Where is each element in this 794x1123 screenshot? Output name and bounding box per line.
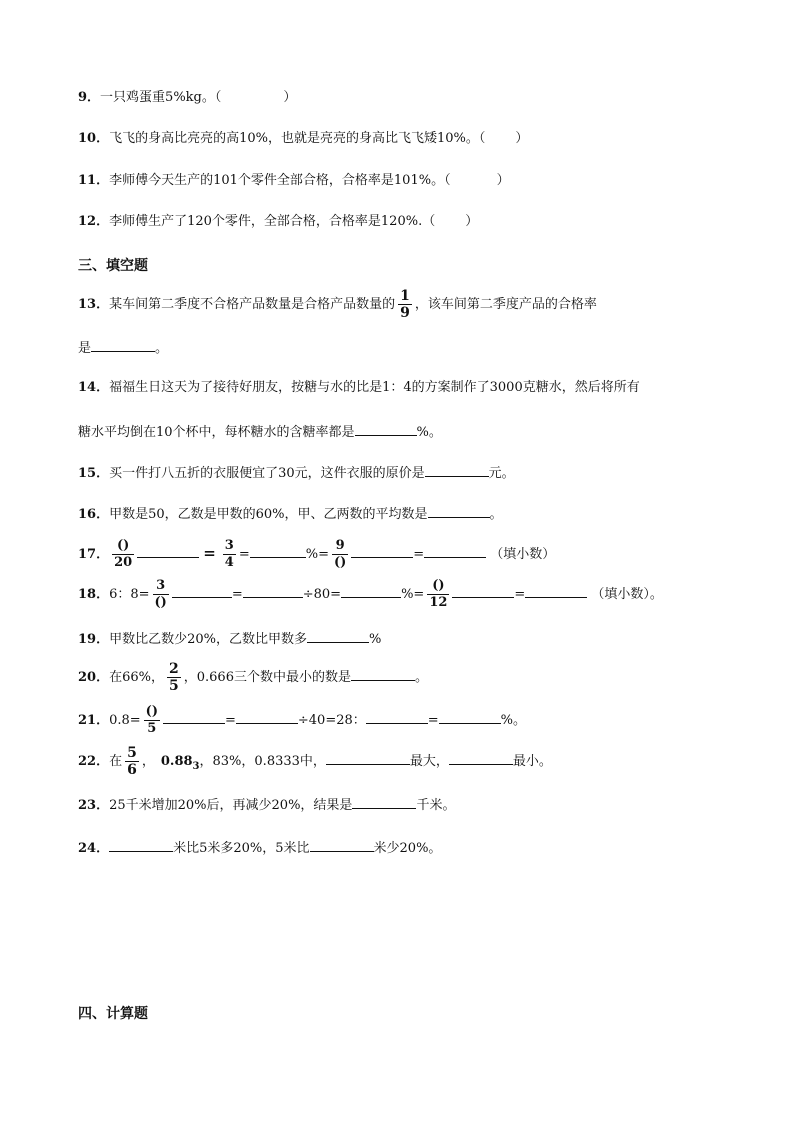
answer-blank[interactable] (449, 750, 513, 765)
answer-blank[interactable] (351, 543, 413, 558)
question-number: 12． (78, 214, 110, 229)
numerator: 9 (335, 538, 345, 553)
answer-blank[interactable] (109, 837, 173, 852)
answer-blank[interactable] (452, 583, 514, 598)
section-title-fill-in: 三、填空题 (78, 258, 148, 274)
answer-blank[interactable] (366, 709, 428, 724)
question-number: 18． (78, 587, 110, 602)
question-17 (78, 535, 555, 573)
question-number: 16． (78, 507, 110, 522)
question-text: 某车间第二季度不合格产品数量是合格产品数量的 (109, 297, 396, 312)
answer-blank[interactable] (250, 543, 306, 558)
question-12 (78, 212, 478, 232)
denominator: () (154, 595, 167, 610)
question-text: 最小。 (512, 754, 552, 769)
denominator: () (333, 555, 347, 570)
answer-blank[interactable] (91, 337, 155, 352)
question-9 (78, 88, 296, 108)
question-text: % (369, 632, 382, 647)
question-10 (78, 129, 528, 149)
denominator: 6 (127, 762, 137, 778)
question-20 (78, 660, 428, 696)
answer-blank[interactable] (307, 628, 369, 643)
question-15 (78, 462, 515, 484)
numerator: 3 (224, 538, 234, 553)
repeating-digit: 3 (192, 761, 200, 772)
question-number: 23． (78, 798, 110, 813)
denominator: 9 (400, 305, 410, 321)
equals-sign: = (514, 587, 526, 602)
denominator: 5 (169, 678, 179, 694)
instruction-note: （填小数）。 (591, 587, 663, 602)
question-number: 11． (78, 173, 110, 188)
question-text: ，该车间第二季度产品的合格率 (414, 297, 597, 312)
equals-sign: = (224, 713, 236, 728)
answer-blank[interactable] (326, 750, 410, 765)
percent-equals: %= (401, 587, 425, 602)
question-23 (78, 794, 455, 816)
question-text: 。 (155, 341, 169, 356)
question-24 (78, 837, 441, 859)
close-paren: ） (283, 90, 297, 105)
numerator: () (145, 704, 158, 719)
question-text: 糖水平均倒在10个杯中，每杯糖水的含糖率都是 (78, 425, 355, 440)
fraction (223, 538, 236, 571)
answer-blank[interactable] (243, 583, 303, 598)
question-13 (78, 288, 597, 322)
question-text: %。 (416, 425, 442, 440)
answer-blank[interactable] (355, 421, 417, 436)
numerator: 3 (156, 578, 166, 593)
answer-blank[interactable] (310, 837, 374, 852)
question-text: 福福生日这天为了接待好朋友，按糖与水的比是1：4的方案制作了3000克糖水，然后将所有 (109, 380, 640, 395)
question-text: 元。 (488, 466, 515, 481)
close-paren: ） (496, 173, 510, 188)
question-14 (78, 378, 640, 398)
answer-blank[interactable] (137, 543, 199, 558)
question-number: 15． (78, 466, 110, 481)
question-text: 米比5米多20%，5米比 (173, 841, 310, 856)
answer-blank[interactable] (425, 462, 489, 477)
question-number: 17． (78, 547, 110, 562)
answer-blank[interactable] (172, 583, 232, 598)
equals-sign: = (238, 547, 250, 562)
instruction-note: （填小数） (490, 547, 556, 562)
equals-sign: = (231, 587, 243, 602)
equals-sign: = (413, 547, 425, 562)
answer-blank[interactable] (236, 709, 298, 724)
denominator: 5 (144, 720, 160, 737)
question-text: ，83%，0.8333中， (199, 754, 326, 769)
question-number: 21． (78, 713, 110, 728)
answer-blank[interactable] (352, 794, 416, 809)
question-text: 。 (489, 507, 503, 522)
question-text: %。 (500, 713, 527, 728)
question-text: ÷40=28： (297, 713, 366, 728)
repeating-decimal: 0.88 (160, 754, 193, 769)
equals-sign: = (203, 544, 216, 562)
question-number: 14． (78, 380, 110, 395)
question-text: 千米。 (416, 798, 456, 813)
question-16 (78, 503, 503, 525)
question-text: 是 (78, 341, 92, 356)
question-18 (78, 577, 663, 613)
answer-blank[interactable] (351, 666, 415, 681)
numerator: 1 (400, 288, 410, 304)
section-title-calculation: 四、计算题 (78, 1006, 148, 1022)
percent-equals: %= (305, 547, 329, 562)
fraction (125, 745, 139, 778)
question-22 (78, 744, 552, 781)
equals-sign: = (427, 713, 439, 728)
answer-blank[interactable] (424, 543, 486, 558)
separator: ， (141, 754, 155, 769)
question-text: ÷80= (302, 587, 342, 602)
question-text: ，0.666三个数中最小的数是 (183, 670, 351, 685)
fraction (153, 578, 169, 611)
question-text: 6：8= (109, 587, 150, 602)
question-number: 24． (78, 841, 110, 856)
question-21 (78, 703, 526, 739)
question-14-line2 (78, 421, 442, 443)
question-text: 甲数比乙数少20%，乙数比甲数多 (109, 632, 307, 647)
fraction (112, 538, 134, 571)
question-text: 米少20%。 (373, 841, 442, 856)
question-number: 19． (78, 632, 110, 647)
question-11 (78, 171, 510, 191)
numerator: () (116, 538, 130, 553)
answer-blank[interactable] (428, 503, 490, 518)
close-paren: ） (465, 214, 479, 229)
answer-blank[interactable] (439, 709, 501, 724)
fraction (427, 578, 449, 611)
fraction (398, 288, 412, 321)
numerator: () (432, 578, 445, 593)
question-19 (78, 628, 381, 650)
question-text: 甲数是50，乙数是甲数的60%，甲、乙两数的平均数是 (109, 507, 428, 522)
question-13-line2 (78, 337, 168, 359)
fraction (144, 704, 160, 737)
question-text: 买一件打八五折的衣服便宜了30元，这件衣服的原价是 (109, 466, 425, 481)
question-text: 李师傅今天生产的101个零件全部合格，合格率是101%。（ (109, 173, 451, 188)
numerator: 2 (169, 661, 179, 677)
question-text: 李师傅生产了120个零件，全部合格，合格率是120%.（ (109, 214, 436, 229)
numerator: 5 (127, 745, 137, 761)
question-number: 13． (78, 297, 110, 312)
answer-blank[interactable] (525, 583, 587, 598)
close-paren: ） (515, 131, 529, 146)
denominator: 12 (429, 595, 448, 610)
denominator: 20 (114, 555, 133, 570)
question-text: 。 (414, 670, 428, 685)
question-text: 25千米增加20%后，再减少20%，结果是 (109, 798, 353, 813)
question-text: 一只鸡蛋重5%kg。（ (100, 90, 222, 105)
fraction (332, 538, 348, 571)
question-number: 9． (78, 90, 101, 105)
question-text: 0.8= (109, 713, 141, 728)
answer-blank[interactable] (163, 709, 225, 724)
denominator: 4 (224, 555, 234, 570)
answer-blank[interactable] (341, 583, 401, 598)
question-text: 在 (109, 754, 123, 769)
question-number: 20． (78, 670, 110, 685)
question-text: 最大， (409, 754, 449, 769)
fraction (167, 661, 181, 694)
question-number: 22． (78, 754, 110, 769)
question-text: 在66%， (109, 670, 164, 685)
question-text: 飞飞的身高比亮亮的高10%，也就是亮亮的身高比飞飞矮10%。（ (109, 131, 486, 146)
question-number: 10． (78, 131, 110, 146)
